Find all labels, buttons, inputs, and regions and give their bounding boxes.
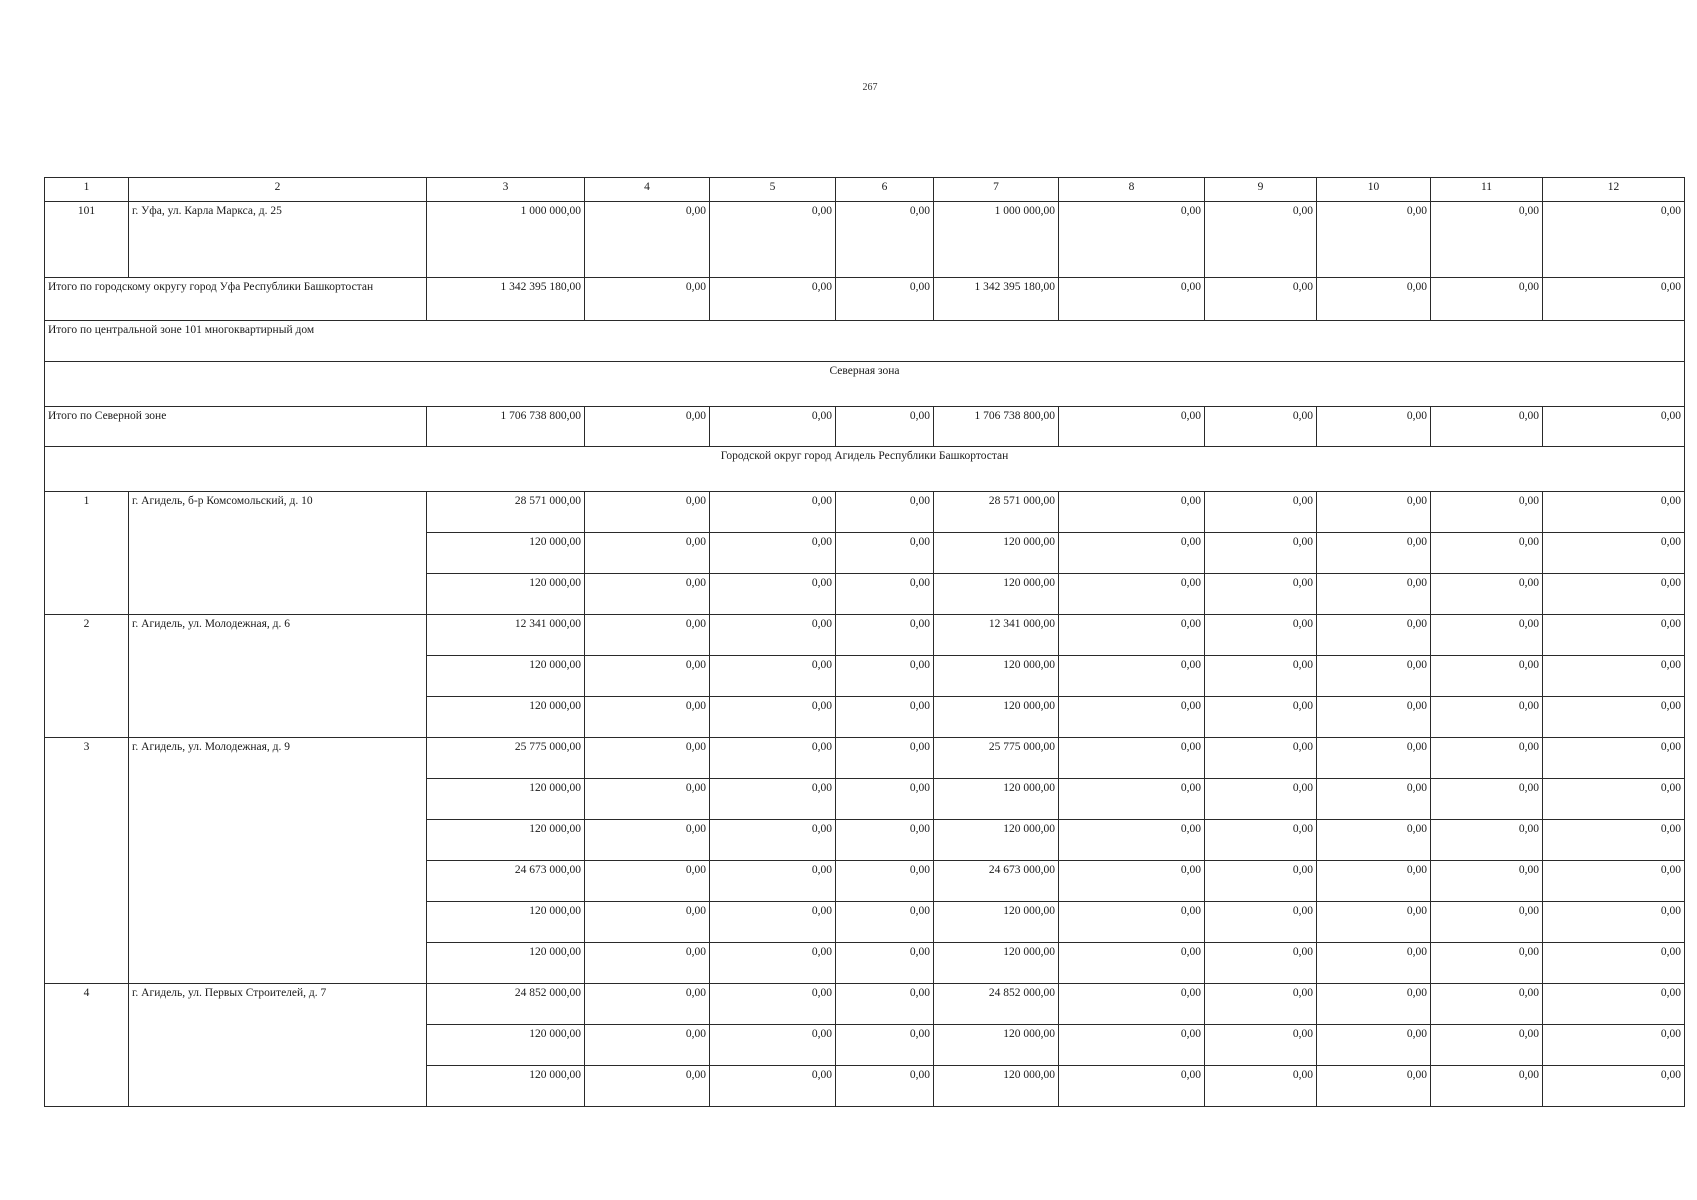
amount-cell: 120 000,00: [934, 902, 1059, 943]
amount-cell: 0,00: [1059, 697, 1205, 738]
amount-cell: 0,00: [1205, 984, 1317, 1025]
row-address: г. Агидель, б-р Комсомольский, д. 10: [129, 492, 427, 615]
amount-cell: 0,00: [710, 1066, 836, 1107]
row-index: 2: [45, 615, 129, 738]
amount-cell: 0,00: [1059, 820, 1205, 861]
column-number: 6: [836, 178, 934, 202]
amount-cell: 12 341 000,00: [427, 615, 585, 656]
amount-cell: 0,00: [1059, 738, 1205, 779]
total-label: Итого по Северной зоне: [45, 407, 427, 447]
amount-cell: 0,00: [1205, 656, 1317, 697]
amount-cell: 0,00: [710, 615, 836, 656]
amount-cell: 0,00: [585, 738, 710, 779]
column-number: 1: [45, 178, 129, 202]
row-address: г. Уфа, ул. Карла Маркса, д. 25: [129, 202, 427, 278]
amount-cell: 120 000,00: [427, 574, 585, 615]
amount-cell: 1 000 000,00: [934, 202, 1059, 278]
amount-cell: 0,00: [836, 820, 934, 861]
amount-cell: 0,00: [1431, 697, 1543, 738]
column-number: 3: [427, 178, 585, 202]
amount-cell: 0,00: [585, 902, 710, 943]
amount-cell: 0,00: [836, 407, 934, 447]
amount-cell: 0,00: [710, 278, 836, 321]
amount-cell: 24 852 000,00: [427, 984, 585, 1025]
amount-cell: 0,00: [836, 943, 934, 984]
amount-cell: 120 000,00: [934, 1025, 1059, 1066]
capital-repair-table: [44, 177, 1685, 1107]
amount-cell: 120 000,00: [427, 697, 585, 738]
amount-cell: 120 000,00: [427, 1066, 585, 1107]
row-address: г. Агидель, ул. Молодежная, д. 6: [129, 615, 427, 738]
amount-cell: 0,00: [1317, 1025, 1431, 1066]
amount-cell: 0,00: [1205, 738, 1317, 779]
amount-cell: 120 000,00: [427, 779, 585, 820]
amount-cell: 0,00: [1205, 697, 1317, 738]
amount-cell: 0,00: [1317, 697, 1431, 738]
amount-cell: 0,00: [1431, 1066, 1543, 1107]
amount-cell: 0,00: [710, 407, 836, 447]
amount-cell: 0,00: [1317, 656, 1431, 697]
amount-cell: 24 673 000,00: [427, 861, 585, 902]
amount-cell: 0,00: [1059, 779, 1205, 820]
amount-cell: 0,00: [1205, 407, 1317, 447]
amount-cell: 0,00: [1431, 943, 1543, 984]
amount-cell: 0,00: [1205, 1025, 1317, 1066]
table-row: [45, 738, 1685, 779]
total-row: [45, 278, 1685, 321]
amount-cell: 0,00: [1431, 984, 1543, 1025]
amount-cell: 0,00: [1205, 202, 1317, 278]
amount-cell: 0,00: [836, 1025, 934, 1066]
amount-cell: 0,00: [1317, 779, 1431, 820]
row-index: 3: [45, 738, 129, 984]
amount-cell: 0,00: [1543, 407, 1685, 447]
amount-cell: 1 342 395 180,00: [427, 278, 585, 321]
amount-cell: 0,00: [585, 574, 710, 615]
amount-cell: 0,00: [1543, 738, 1685, 779]
amount-cell: 0,00: [1431, 656, 1543, 697]
amount-cell: 0,00: [1543, 202, 1685, 278]
amount-cell: 0,00: [710, 779, 836, 820]
amount-cell: 120 000,00: [427, 943, 585, 984]
amount-cell: 0,00: [1431, 820, 1543, 861]
amount-cell: 0,00: [836, 533, 934, 574]
amount-cell: 0,00: [585, 656, 710, 697]
amount-cell: 12 341 000,00: [934, 615, 1059, 656]
amount-cell: 0,00: [710, 820, 836, 861]
amount-cell: 120 000,00: [934, 574, 1059, 615]
amount-cell: 0,00: [836, 492, 934, 533]
amount-cell: 0,00: [710, 861, 836, 902]
amount-cell: 0,00: [1543, 697, 1685, 738]
amount-cell: 0,00: [1317, 615, 1431, 656]
amount-cell: 120 000,00: [427, 820, 585, 861]
amount-cell: 0,00: [836, 278, 934, 321]
amount-cell: 0,00: [1431, 492, 1543, 533]
table-row: [45, 492, 1685, 533]
amount-cell: 0,00: [710, 738, 836, 779]
amount-cell: 0,00: [836, 861, 934, 902]
amount-cell: 0,00: [1059, 1025, 1205, 1066]
column-number: 2: [129, 178, 427, 202]
amount-cell: 0,00: [710, 533, 836, 574]
amount-cell: 25 775 000,00: [934, 738, 1059, 779]
amount-cell: 0,00: [585, 943, 710, 984]
amount-cell: 0,00: [710, 984, 836, 1025]
amount-cell: 0,00: [1205, 779, 1317, 820]
row-index: 1: [45, 492, 129, 615]
amount-cell: 0,00: [585, 820, 710, 861]
amount-cell: 120 000,00: [427, 902, 585, 943]
amount-cell: 120 000,00: [934, 779, 1059, 820]
table-row: [45, 984, 1685, 1025]
amount-cell: 1 706 738 800,00: [427, 407, 585, 447]
amount-cell: 0,00: [585, 492, 710, 533]
page-number: 267: [862, 82, 878, 93]
amount-cell: 0,00: [585, 202, 710, 278]
amount-cell: 0,00: [1317, 407, 1431, 447]
amount-cell: 120 000,00: [934, 820, 1059, 861]
amount-cell: 0,00: [1059, 943, 1205, 984]
amount-cell: 0,00: [836, 738, 934, 779]
amount-cell: 0,00: [836, 1066, 934, 1107]
column-number: 7: [934, 178, 1059, 202]
amount-cell: 0,00: [710, 202, 836, 278]
amount-cell: 0,00: [1543, 278, 1685, 321]
column-number: 12: [1543, 178, 1685, 202]
amount-cell: 120 000,00: [427, 656, 585, 697]
municipality-header-row: [45, 447, 1685, 492]
amount-cell: 0,00: [1543, 1066, 1685, 1107]
amount-cell: 0,00: [1543, 1025, 1685, 1066]
amount-cell: 0,00: [1543, 820, 1685, 861]
amount-cell: 0,00: [1059, 492, 1205, 533]
amount-cell: 0,00: [585, 779, 710, 820]
amount-cell: 0,00: [1205, 533, 1317, 574]
row-index: 4: [45, 984, 129, 1107]
central-zone-note: Итого по центральной зоне 101 многоквартирный дом: [45, 321, 1685, 362]
amount-cell: 0,00: [1317, 984, 1431, 1025]
amount-cell: 0,00: [1431, 779, 1543, 820]
zone-title: Северная зона: [45, 362, 1685, 407]
amount-cell: 0,00: [710, 492, 836, 533]
amount-cell: 0,00: [585, 984, 710, 1025]
amount-cell: 0,00: [1431, 202, 1543, 278]
column-number: 8: [1059, 178, 1205, 202]
amount-cell: 0,00: [1431, 407, 1543, 447]
amount-cell: 0,00: [585, 407, 710, 447]
table-row: [45, 615, 1685, 656]
amount-cell: 0,00: [1059, 1066, 1205, 1107]
table-row: [45, 202, 1685, 278]
amount-cell: 25 775 000,00: [427, 738, 585, 779]
amount-cell: 0,00: [1543, 574, 1685, 615]
amount-cell: 0,00: [1543, 533, 1685, 574]
amount-cell: 0,00: [1205, 574, 1317, 615]
amount-cell: 120 000,00: [934, 943, 1059, 984]
amount-cell: 0,00: [836, 697, 934, 738]
amount-cell: 0,00: [1317, 1066, 1431, 1107]
amount-cell: 0,00: [1317, 574, 1431, 615]
amount-cell: 0,00: [1059, 574, 1205, 615]
amount-cell: 0,00: [1059, 984, 1205, 1025]
amount-cell: 0,00: [1317, 861, 1431, 902]
column-number: 5: [710, 178, 836, 202]
amount-cell: 0,00: [1543, 902, 1685, 943]
amount-cell: 0,00: [1317, 943, 1431, 984]
amount-cell: 0,00: [1317, 492, 1431, 533]
row-address: г. Агидель, ул. Молодежная, д. 9: [129, 738, 427, 984]
amount-cell: 0,00: [585, 533, 710, 574]
amount-cell: 0,00: [710, 1025, 836, 1066]
amount-cell: 0,00: [1059, 615, 1205, 656]
amount-cell: 0,00: [585, 278, 710, 321]
amount-cell: 0,00: [1059, 278, 1205, 321]
amount-cell: 24 673 000,00: [934, 861, 1059, 902]
amount-cell: 0,00: [1543, 943, 1685, 984]
amount-cell: 0,00: [1059, 861, 1205, 902]
column-number: 9: [1205, 178, 1317, 202]
amount-cell: 120 000,00: [934, 533, 1059, 574]
amount-cell: 0,00: [1431, 1025, 1543, 1066]
amount-cell: 0,00: [1205, 861, 1317, 902]
amount-cell: 0,00: [1431, 738, 1543, 779]
zone-header-row: [45, 362, 1685, 407]
row-address: г. Агидель, ул. Первых Строителей, д. 7: [129, 984, 427, 1107]
amount-cell: 0,00: [1205, 902, 1317, 943]
row-index: 101: [45, 202, 129, 278]
amount-cell: 0,00: [1317, 902, 1431, 943]
amount-cell: 0,00: [1431, 574, 1543, 615]
amount-cell: 24 852 000,00: [934, 984, 1059, 1025]
amount-cell: 1 706 738 800,00: [934, 407, 1059, 447]
amount-cell: 0,00: [1059, 533, 1205, 574]
amount-cell: 0,00: [1205, 943, 1317, 984]
amount-cell: 0,00: [1317, 820, 1431, 861]
amount-cell: 0,00: [836, 902, 934, 943]
amount-cell: 120 000,00: [934, 656, 1059, 697]
amount-cell: 0,00: [1205, 278, 1317, 321]
amount-cell: 0,00: [1205, 820, 1317, 861]
amount-cell: 0,00: [836, 984, 934, 1025]
amount-cell: 0,00: [585, 861, 710, 902]
amount-cell: 0,00: [1431, 533, 1543, 574]
total-label: Итого по городскому округу город Уфа Республики Башкортостан: [45, 278, 427, 321]
amount-cell: 0,00: [1543, 779, 1685, 820]
amount-cell: 0,00: [710, 902, 836, 943]
amount-cell: 0,00: [585, 697, 710, 738]
amount-cell: 120 000,00: [427, 533, 585, 574]
amount-cell: 0,00: [1317, 738, 1431, 779]
amount-cell: 0,00: [836, 656, 934, 697]
column-number-header: [45, 178, 1685, 202]
amount-cell: 0,00: [585, 615, 710, 656]
municipality-title: Городской округ город Агидель Республики Башкортостан: [45, 447, 1685, 492]
total-row: [45, 407, 1685, 447]
amount-cell: 0,00: [710, 656, 836, 697]
amount-cell: 0,00: [1059, 407, 1205, 447]
amount-cell: 0,00: [1317, 278, 1431, 321]
amount-cell: 0,00: [1431, 902, 1543, 943]
amount-cell: 28 571 000,00: [934, 492, 1059, 533]
amount-cell: 0,00: [585, 1066, 710, 1107]
amount-cell: 0,00: [1431, 278, 1543, 321]
amount-cell: 0,00: [1317, 533, 1431, 574]
amount-cell: 0,00: [1543, 861, 1685, 902]
amount-cell: 0,00: [1059, 202, 1205, 278]
amount-cell: 0,00: [1543, 984, 1685, 1025]
amount-cell: 120 000,00: [934, 1066, 1059, 1107]
table-body: [45, 178, 1685, 1107]
column-number: 11: [1431, 178, 1543, 202]
amount-cell: 0,00: [1059, 902, 1205, 943]
note-row: [45, 321, 1685, 362]
amount-cell: 0,00: [1543, 492, 1685, 533]
amount-cell: 0,00: [836, 615, 934, 656]
amount-cell: 0,00: [1059, 656, 1205, 697]
column-number: 10: [1317, 178, 1431, 202]
amount-cell: 120 000,00: [427, 1025, 585, 1066]
amount-cell: 1 000 000,00: [427, 202, 585, 278]
amount-cell: 0,00: [710, 943, 836, 984]
amount-cell: 0,00: [1205, 615, 1317, 656]
column-number: 4: [585, 178, 710, 202]
amount-cell: 0,00: [1205, 1066, 1317, 1107]
amount-cell: 1 342 395 180,00: [934, 278, 1059, 321]
amount-cell: 0,00: [836, 574, 934, 615]
amount-cell: 0,00: [1431, 861, 1543, 902]
amount-cell: 120 000,00: [934, 697, 1059, 738]
amount-cell: 0,00: [1205, 492, 1317, 533]
amount-cell: 0,00: [585, 1025, 710, 1066]
amount-cell: 0,00: [836, 779, 934, 820]
amount-cell: 0,00: [710, 574, 836, 615]
amount-cell: 28 571 000,00: [427, 492, 585, 533]
amount-cell: 0,00: [1543, 615, 1685, 656]
amount-cell: 0,00: [836, 202, 934, 278]
amount-cell: 0,00: [1543, 656, 1685, 697]
amount-cell: 0,00: [710, 697, 836, 738]
amount-cell: 0,00: [1431, 615, 1543, 656]
amount-cell: 0,00: [1317, 202, 1431, 278]
